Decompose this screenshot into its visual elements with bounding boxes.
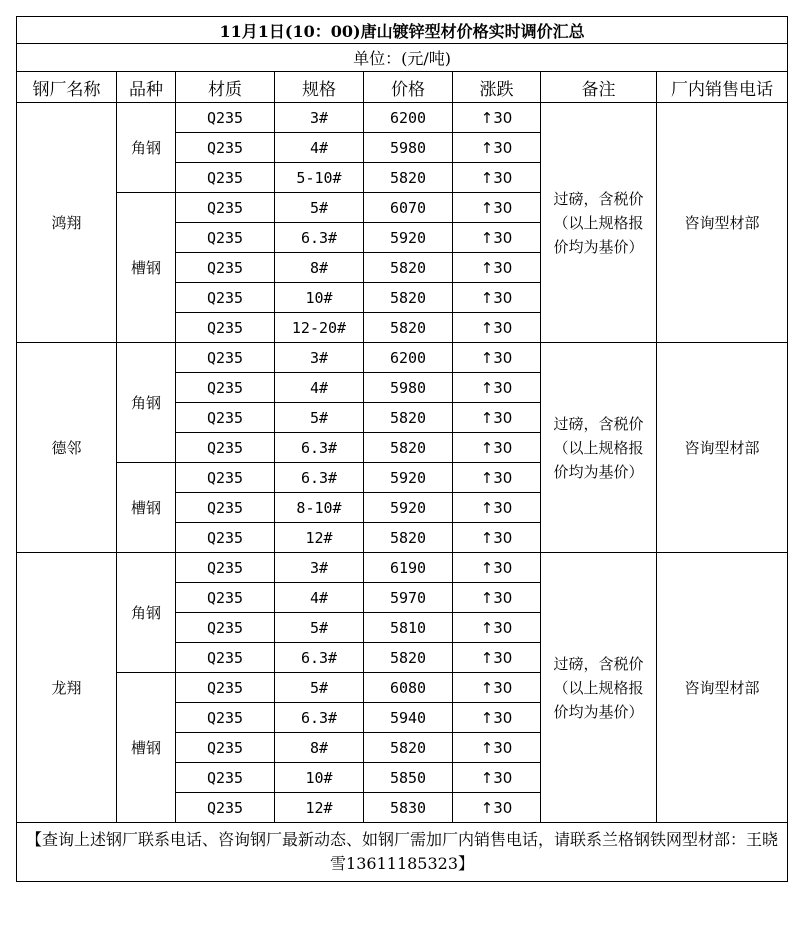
price-cell: 6200 — [364, 343, 453, 373]
price-cell: 5810 — [364, 613, 453, 643]
change-cell: ↑30 — [453, 583, 541, 613]
spec-cell: 4# — [275, 133, 364, 163]
change-cell: ↑30 — [453, 433, 541, 463]
price-cell: 5850 — [364, 763, 453, 793]
kind-cell: 角钢 — [117, 343, 176, 463]
spec-cell: 10# — [275, 763, 364, 793]
spec-cell: 12-20# — [275, 313, 364, 343]
material-cell: Q235 — [176, 493, 275, 523]
price-cell: 5980 — [364, 133, 453, 163]
price-cell: 5820 — [364, 283, 453, 313]
header-spec: 规格 — [275, 72, 364, 103]
footer-contact-note: 【查询上述钢厂联系电话、咨询钢厂最新动态、如钢厂需加厂内销售电话，请联系兰格钢铁网型材部：王晓雪13611185323】 — [17, 823, 788, 882]
spec-cell: 5# — [275, 673, 364, 703]
spec-cell: 5-10# — [275, 163, 364, 193]
header-mill: 钢厂名称 — [17, 72, 117, 103]
phone-cell: 咨询型材部 — [657, 103, 788, 343]
material-cell: Q235 — [176, 703, 275, 733]
change-cell: ↑30 — [453, 643, 541, 673]
price-cell: 6200 — [364, 103, 453, 133]
material-cell: Q235 — [176, 193, 275, 223]
material-cell: Q235 — [176, 793, 275, 823]
price-cell: 5920 — [364, 463, 453, 493]
change-cell: ↑30 — [453, 763, 541, 793]
kind-cell: 槽钢 — [117, 463, 176, 553]
spec-cell: 10# — [275, 283, 364, 313]
price-cell: 5920 — [364, 223, 453, 253]
spec-cell: 6.3# — [275, 643, 364, 673]
spec-cell: 4# — [275, 583, 364, 613]
material-cell: Q235 — [176, 373, 275, 403]
change-cell: ↑30 — [453, 493, 541, 523]
spec-cell: 8-10# — [275, 493, 364, 523]
kind-cell: 槽钢 — [117, 673, 176, 823]
phone-cell: 咨询型材部 — [657, 553, 788, 823]
mill-name-cell: 龙翔 — [17, 553, 117, 823]
material-cell: Q235 — [176, 343, 275, 373]
change-cell: ↑30 — [453, 253, 541, 283]
table-title: 11月1日(10：00)唐山镀锌型材价格实时调价汇总 — [17, 17, 788, 44]
material-cell: Q235 — [176, 133, 275, 163]
kind-cell: 角钢 — [117, 553, 176, 673]
price-cell: 5830 — [364, 793, 453, 823]
spec-cell: 4# — [275, 373, 364, 403]
price-cell: 5970 — [364, 583, 453, 613]
spec-cell: 5# — [275, 193, 364, 223]
change-cell: ↑30 — [453, 283, 541, 313]
material-cell: Q235 — [176, 223, 275, 253]
change-cell: ↑30 — [453, 703, 541, 733]
header-kind: 品种 — [117, 72, 176, 103]
material-cell: Q235 — [176, 253, 275, 283]
spec-cell: 5# — [275, 613, 364, 643]
spec-cell: 12# — [275, 793, 364, 823]
material-cell: Q235 — [176, 283, 275, 313]
spec-cell: 6.3# — [275, 433, 364, 463]
price-cell: 6070 — [364, 193, 453, 223]
spec-cell: 6.3# — [275, 463, 364, 493]
material-cell: Q235 — [176, 103, 275, 133]
header-material: 材质 — [176, 72, 275, 103]
header-phone: 厂内销售电话 — [657, 72, 788, 103]
spec-cell: 3# — [275, 103, 364, 133]
change-cell: ↑30 — [453, 163, 541, 193]
material-cell: Q235 — [176, 163, 275, 193]
change-cell: ↑30 — [453, 103, 541, 133]
material-cell: Q235 — [176, 403, 275, 433]
change-cell: ↑30 — [453, 403, 541, 433]
change-cell: ↑30 — [453, 733, 541, 763]
header-change: 涨跌 — [453, 72, 541, 103]
change-cell: ↑30 — [453, 133, 541, 163]
header-price: 价格 — [364, 72, 453, 103]
material-cell: Q235 — [176, 433, 275, 463]
price-cell: 6190 — [364, 553, 453, 583]
spec-cell: 3# — [275, 343, 364, 373]
kind-cell: 角钢 — [117, 103, 176, 193]
change-cell: ↑30 — [453, 373, 541, 403]
price-cell: 5820 — [364, 523, 453, 553]
price-cell: 5820 — [364, 403, 453, 433]
price-cell: 5820 — [364, 313, 453, 343]
header-note: 备注 — [541, 72, 657, 103]
change-cell: ↑30 — [453, 193, 541, 223]
price-cell: 5820 — [364, 253, 453, 283]
spec-cell: 6.3# — [275, 223, 364, 253]
mill-name-cell: 鸿翔 — [17, 103, 117, 343]
change-cell: ↑30 — [453, 673, 541, 703]
table-row — [17, 103, 788, 133]
material-cell: Q235 — [176, 613, 275, 643]
price-cell: 5820 — [364, 163, 453, 193]
change-cell: ↑30 — [453, 793, 541, 823]
material-cell: Q235 — [176, 763, 275, 793]
note-cell: 过磅，含税价（以上规格报价均为基价） — [541, 103, 657, 343]
change-cell: ↑30 — [453, 313, 541, 343]
material-cell: Q235 — [176, 313, 275, 343]
change-cell: ↑30 — [453, 223, 541, 253]
table-row — [17, 553, 788, 583]
change-cell: ↑30 — [453, 553, 541, 583]
table-row — [17, 343, 788, 373]
unit-label: 单位：(元/吨) — [17, 44, 788, 72]
spec-cell: 8# — [275, 253, 364, 283]
price-cell: 5820 — [364, 433, 453, 463]
material-cell: Q235 — [176, 733, 275, 763]
change-cell: ↑30 — [453, 343, 541, 373]
spec-cell: 8# — [275, 733, 364, 763]
change-cell: ↑30 — [453, 613, 541, 643]
change-cell: ↑30 — [453, 523, 541, 553]
material-cell: Q235 — [176, 523, 275, 553]
material-cell: Q235 — [176, 463, 275, 493]
note-cell: 过磅，含税价（以上规格报价均为基价） — [541, 343, 657, 553]
change-cell: ↑30 — [453, 463, 541, 493]
spec-cell: 5# — [275, 403, 364, 433]
price-cell: 6080 — [364, 673, 453, 703]
material-cell: Q235 — [176, 583, 275, 613]
price-cell: 5920 — [364, 493, 453, 523]
spec-cell: 3# — [275, 553, 364, 583]
material-cell: Q235 — [176, 673, 275, 703]
phone-cell: 咨询型材部 — [657, 343, 788, 553]
kind-cell: 槽钢 — [117, 193, 176, 343]
price-summary-sheet — [16, 16, 787, 882]
spec-cell: 6.3# — [275, 703, 364, 733]
mill-name-cell: 德邻 — [17, 343, 117, 553]
price-table — [16, 16, 788, 882]
price-cell: 5820 — [364, 733, 453, 763]
price-cell: 5940 — [364, 703, 453, 733]
price-cell: 5820 — [364, 643, 453, 673]
material-cell: Q235 — [176, 553, 275, 583]
material-cell: Q235 — [176, 643, 275, 673]
price-cell: 5980 — [364, 373, 453, 403]
spec-cell: 12# — [275, 523, 364, 553]
note-cell: 过磅，含税价（以上规格报价均为基价） — [541, 553, 657, 823]
